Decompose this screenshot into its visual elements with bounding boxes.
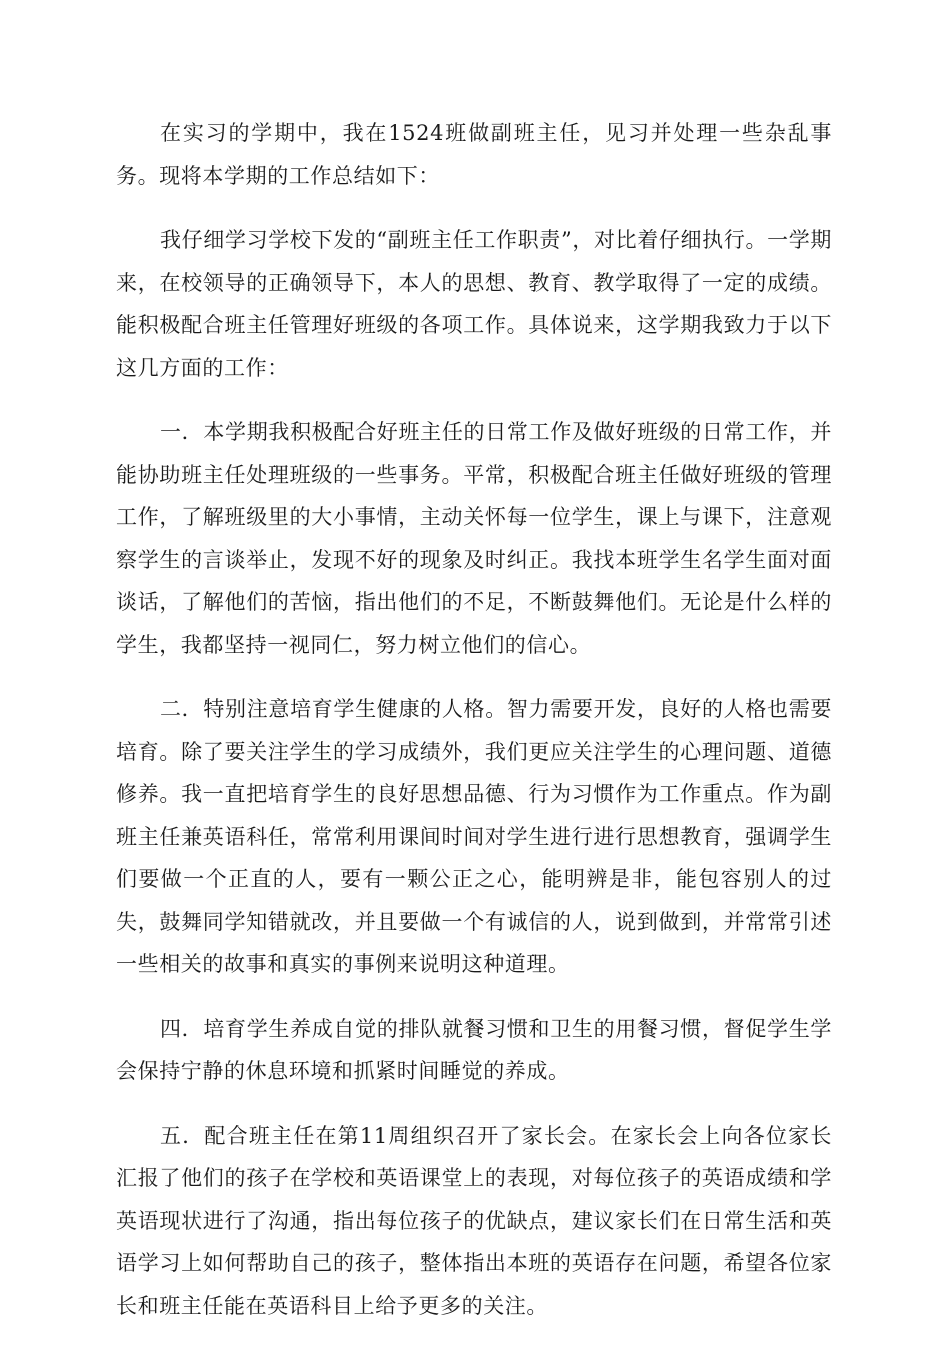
paragraph-item-2: 二．特别注意培育学生健康的人格。智力需要开发，良好的人格也需要培育。除了要关注学生的学习成绩外，我们更应关注学生的心理问题、道德修养。我一直把培育学生的良好思想品德、行为习惯作为工作重点。作为副班主任兼英语科任，常常利用课间时间对学生进行进行思想教育，强调学生们要做一个正直的人，要有一颗公正之心，能明辨是非，能包容别人的过失，鼓舞同学知错就改，并且要做一个有诚信的人，说到做到，并常常引述一些相关的故事和真实的事例来说明这种道理。 (116, 697, 832, 976)
paragraph-item-5: 五．配合班主任在第11周组织召开了家长会。在家长会上向各位家长汇报了他们的孩子在学校和英语课堂上的表现，对每位孩子的英语成绩和学英语现状进行了沟通，指出每位孩子的优缺点，建议家长们在日常生活和英语学习上如何帮助自己的孩子，整体指出本班的英语存在问题，希望各位家长和班主任能在英语科目上给予更多的关注。 (116, 1123, 832, 1318)
paragraph-duties: 我仔细学习学校下发的“副班主任工作职责”，对比着仔细执行。一学期来，在校领导的正确领导下，本人的思想、教育、教学取得了一定的成绩。能积极配合班主任管理好班级的各项工作。具体说来，这学期我致力于以下这几方面的工作： (116, 228, 832, 380)
paragraph-item-1: 一．本学期我积极配合好班主任的日常工作及做好班级的日常工作，并能协助班主任处理班级的一些事务。平常，积极配合班主任做好班级的管理工作，了解班级里的大小事情，主动关怀每一位学生，课上与课下，注意观察学生的言谈举止，发现不好的现象及时纠正。我找本班学生名学生面对面谈话，了解他们的苦恼，指出他们的不足，不断鼓舞他们。无论是什么样的学生，我都坚持一视同仁，努力树立他们的信心。 (116, 420, 832, 657)
document-body (116, 112, 832, 1349)
paragraph-item-4: 四．培育学生养成自觉的排队就餐习惯和卫生的用餐习惯，督促学生学会保持宁静的休息环境和抓紧时间睡觉的养成。 (116, 1016, 832, 1083)
paragraph-intro: 在实习的学期中，我在1524班做副班主任，见习并处理一些杂乱事务。现将本学期的工作总结如下： (116, 121, 832, 188)
